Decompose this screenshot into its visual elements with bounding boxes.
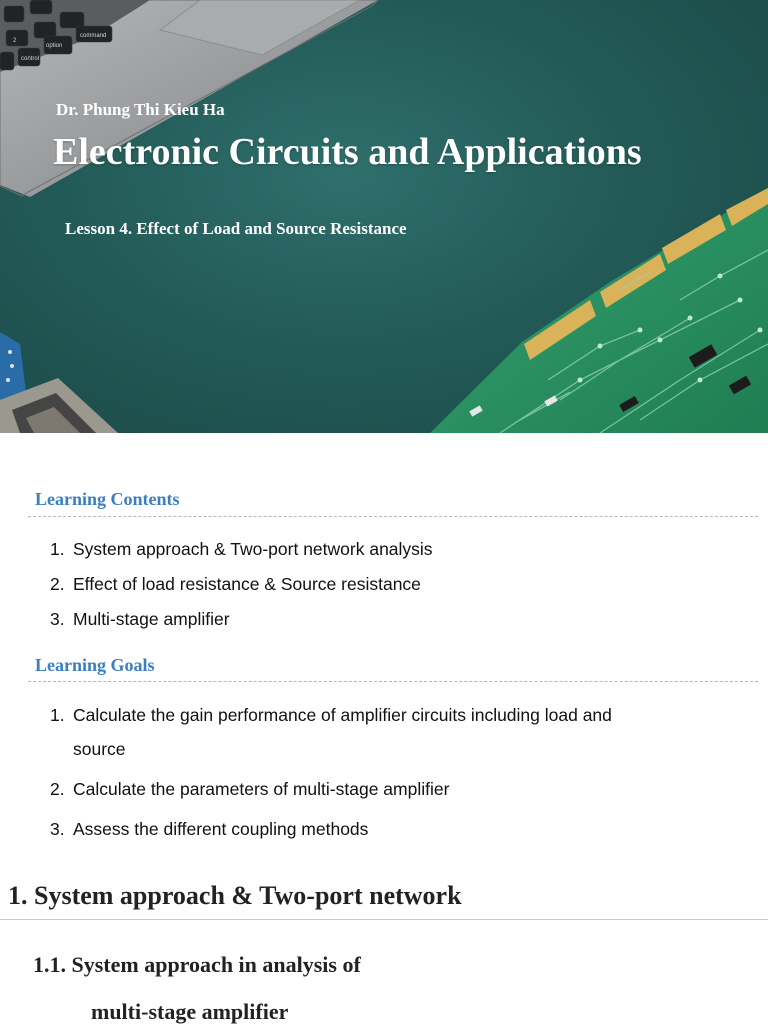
- hero-background-art: [0, 0, 768, 433]
- key-label-control: control: [21, 56, 40, 62]
- key-label-command: command: [80, 33, 107, 39]
- list-item-text-line1: Calculate the gain performance of amplifier circuits including load and: [73, 705, 612, 725]
- learning-contents-item: [50, 539, 433, 574]
- lesson-content: [0, 433, 768, 1024]
- list-item-text: Calculate the parameters of multi-stage amplifier: [73, 779, 450, 799]
- learning-goals-heading: Learning Goals: [35, 655, 155, 675]
- learning-goals-item: [50, 779, 612, 819]
- list-number: 1.: [50, 539, 65, 559]
- learning-goals-divider: [28, 681, 758, 682]
- list-item-text: Assess the different coupling methods: [73, 819, 369, 839]
- list-number: 1.: [50, 705, 65, 725]
- subsection-heading: 1.1. System approach in analysis of: [33, 952, 361, 977]
- author-name: Dr. Phung Thi Kieu Ha: [56, 100, 225, 119]
- section-heading: 1. System approach & Two-port network: [8, 881, 462, 910]
- learning-contents-heading: Learning Contents: [35, 489, 180, 509]
- course-title: Electronic Circuits and Applications: [53, 131, 642, 173]
- section-divider: [0, 919, 768, 920]
- list-item-text: System approach & Two-port network analysis: [73, 539, 433, 559]
- learning-goals-item: [50, 705, 612, 779]
- list-item-text: Effect of load resistance & Source resistance: [73, 574, 421, 594]
- hero-banner: [0, 0, 768, 433]
- subsection-heading-continued: multi-stage amplifier: [91, 999, 289, 1024]
- learning-goals-list: [50, 705, 612, 854]
- circuit-board-image: [430, 188, 768, 433]
- learning-contents-divider: [28, 516, 758, 517]
- learning-contents-item: [50, 574, 433, 609]
- learning-contents-list: [50, 539, 433, 644]
- list-number: 2.: [50, 779, 65, 799]
- list-item-text-line2: source: [73, 739, 126, 759]
- lesson-subtitle: Lesson 4. Effect of Load and Source Resistance: [65, 219, 407, 238]
- list-number: 3.: [50, 609, 65, 629]
- learning-goals-item: [50, 819, 612, 854]
- learning-contents-item: [50, 609, 433, 644]
- list-number: 2.: [50, 574, 65, 594]
- arduino-board-image: [0, 332, 26, 402]
- key-label-option: option: [46, 43, 63, 49]
- list-item-text: Multi-stage amplifier: [73, 609, 230, 629]
- list-number: 3.: [50, 819, 65, 839]
- key-label-2: 2: [13, 38, 17, 44]
